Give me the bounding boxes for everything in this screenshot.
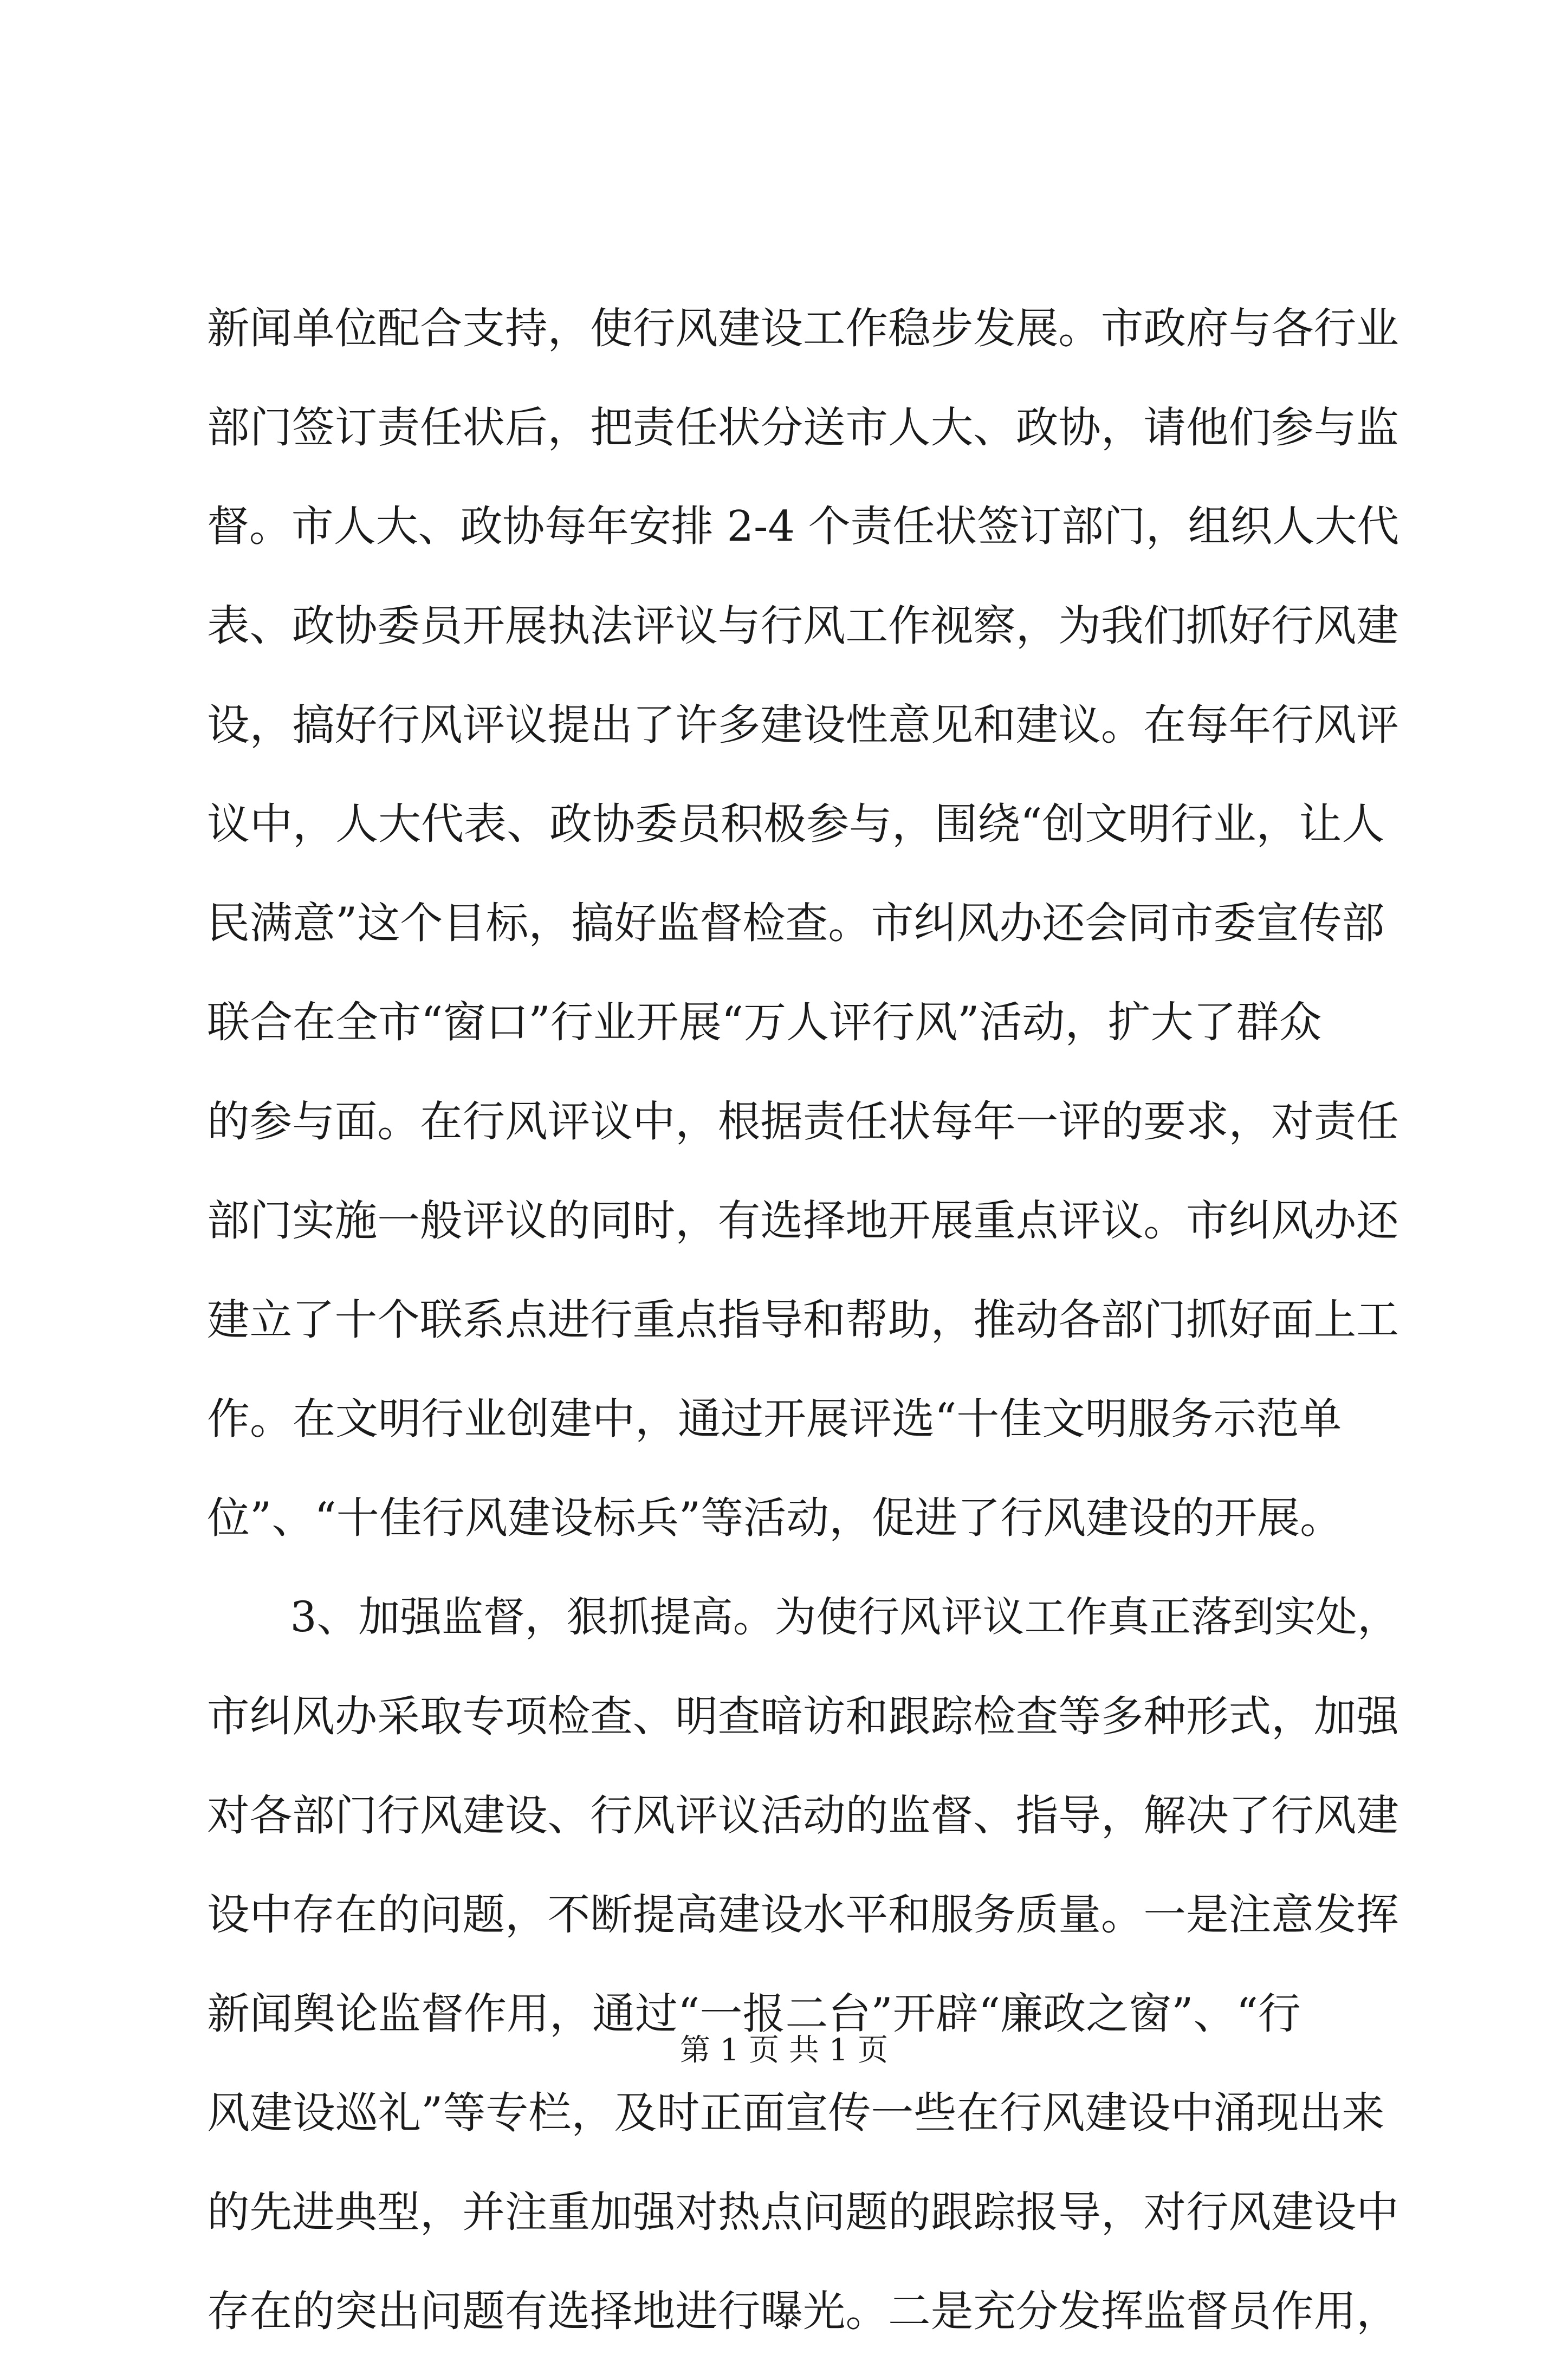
text-line: 议中，人大代表、政协委员积极参与，围绕“创文明行业，让人 xyxy=(207,799,1385,849)
text-line: 建立了十个联系点进行重点指导和帮助，推动各部门抓好面上工 xyxy=(207,1295,1399,1345)
text-line: 设中存在的问题，不断提高建设水平和服务质量。一是注意发挥 xyxy=(207,1890,1399,1940)
text-line: 民满意”这个目标，搞好监督检查。市纠风办还会同市委宣传部 xyxy=(207,898,1385,948)
text-line: 部门签订责任状后，把责任状分送市人大、政协，请他们参与监 xyxy=(207,403,1399,452)
text-line: 的参与面。在行风评议中，根据责任状每年一评的要求，对责任 xyxy=(207,1097,1399,1146)
text-line: 风建设巡礼”等专栏，及时正面宣传一些在行风建设中涌现出来 xyxy=(207,2088,1385,2138)
text-line: 督。市人大、政协每年安排 2-4 个责任状签订部门，组织人大代 xyxy=(207,502,1399,551)
text-line: 存在的突出问题有选择地进行曝光。二是充分发挥监督员作用， xyxy=(207,2286,1399,2336)
text-line: 表、政协委员开展执法评议与行风工作视察，为我们抓好行风建 xyxy=(207,601,1399,651)
text-line: 新闻舆论监督作用，通过“一报二台”开辟“廉政之窗”、“行 xyxy=(207,1989,1301,2039)
text-line: 的先进典型，并注重加强对热点问题的跟踪报导，对行风建设中 xyxy=(207,2187,1399,2237)
text-line: 设，搞好行风评议提出了许多建设性意见和建议。在每年行风评 xyxy=(207,700,1399,750)
text-line: 作。在文明行业创建中，通过开展评选“十佳文明服务示范单 xyxy=(207,1394,1342,1444)
text-line: 对各部门行风建设、行风评议活动的监督、指导，解决了行风建 xyxy=(207,1791,1399,1840)
text-line: 部门实施一般评议的同时，有选择地开展重点评议。市纠风办还 xyxy=(207,1196,1399,1246)
text-line: 新闻单位配合支持，使行风建设工作稳步发展。市政府与各行业 xyxy=(207,303,1399,353)
text-line: 位”、“十佳行风建设标兵”等活动，促进了行风建设的开展。 xyxy=(207,1493,1343,1543)
page-number-label: 第 1 页 共 1 页 xyxy=(679,2033,889,2068)
text-line: 市纠风办采取专项检查、明查暗访和跟踪检查等多种形式，加强 xyxy=(207,1691,1399,1741)
text-line: 联合在全市“窗口”行业开展“万人评行风”活动，扩大了群众 xyxy=(207,997,1322,1047)
text-line: 3、加强监督，狠抓提高。为使行风评议工作真正落到实处， xyxy=(207,1593,1399,1642)
page-footer xyxy=(0,2029,1568,2072)
